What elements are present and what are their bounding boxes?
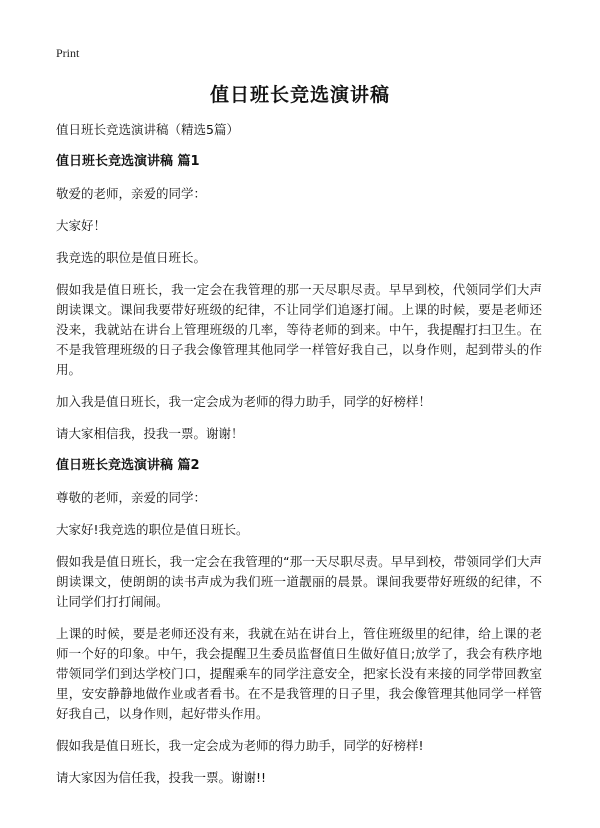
section-heading: 值日班长竞选演讲稿 篇2 [56,458,200,473]
paragraph: 尊敬的老师，亲爱的同学： [56,490,207,505]
paragraph: 假如我是值日班长，我一定会成为老师的得力助手，同学的好榜样! [56,738,424,753]
document-subtitle: 值日班长竞选演讲稿（精选5篇） [56,122,239,137]
paragraph: 假如我是值日班长，我一定会在我管理的那一天尽职尽责。早早到校，代领同学们大声朗读课文。课间我要带好班级的纪律，不让同学们追逐打闹。上课的时候，要是老师还没来，我就站在讲台上管理班级的几率，等待老师的到来。中午，我提醒打扫卫生。在不是我管理班级的日子我会像管理其他同学一样管好我自己，以身作则，起到带头的作用。 [56,282,542,377]
paragraph: 加入我是值日班长，我一定会成为老师的得力助手，同学的好榜样！ [56,394,432,409]
paragraph: 假如我是值日班长，我一定会在我管理的“那一天尽职尽责。早早到校，带领同学们大声朗读课文，使朗朗的读书声成为我们班一道靓丽的晨景。课间我要带好班级的纪律，不让同学们打打闹闹。 [56,554,542,609]
paragraph: 请大家因为信任我，投我一票。谢谢!! [56,770,267,785]
paragraph: 上课的时候，要是老师还没有来，我就在站在讲台上，管住班级里的纪律，给上课的老师一个好的印象。中午，我会提醒卫生委员监督值日生做好值日;放学了，我会有秩序地带领同学们到达学校门口，提醒乘车的同学注意安全，把家长没有来接的同学带回教室里，安安静静地做作业或者看书。在不是我管理的日子里，我会像管理其他同学一样管好我自己，以身作则，起好带头作用。 [56,626,542,721]
paragraph: 请大家相信我，投我一票。谢谢！ [56,426,244,441]
paragraph: 我竞选的职位是值日班长。 [56,250,207,265]
document-body [56,120,542,800]
print-label: Print [56,46,80,60]
paragraph: 大家好！ [56,218,107,233]
document-title: 值日班长竞选演讲稿 [209,84,390,106]
section-heading: 值日班长竞选演讲稿 篇1 [56,154,200,169]
paragraph: 大家好!我竞选的职位是值日班长。 [56,522,249,537]
paragraph: 敬爱的老师，亲爱的同学： [56,186,207,201]
